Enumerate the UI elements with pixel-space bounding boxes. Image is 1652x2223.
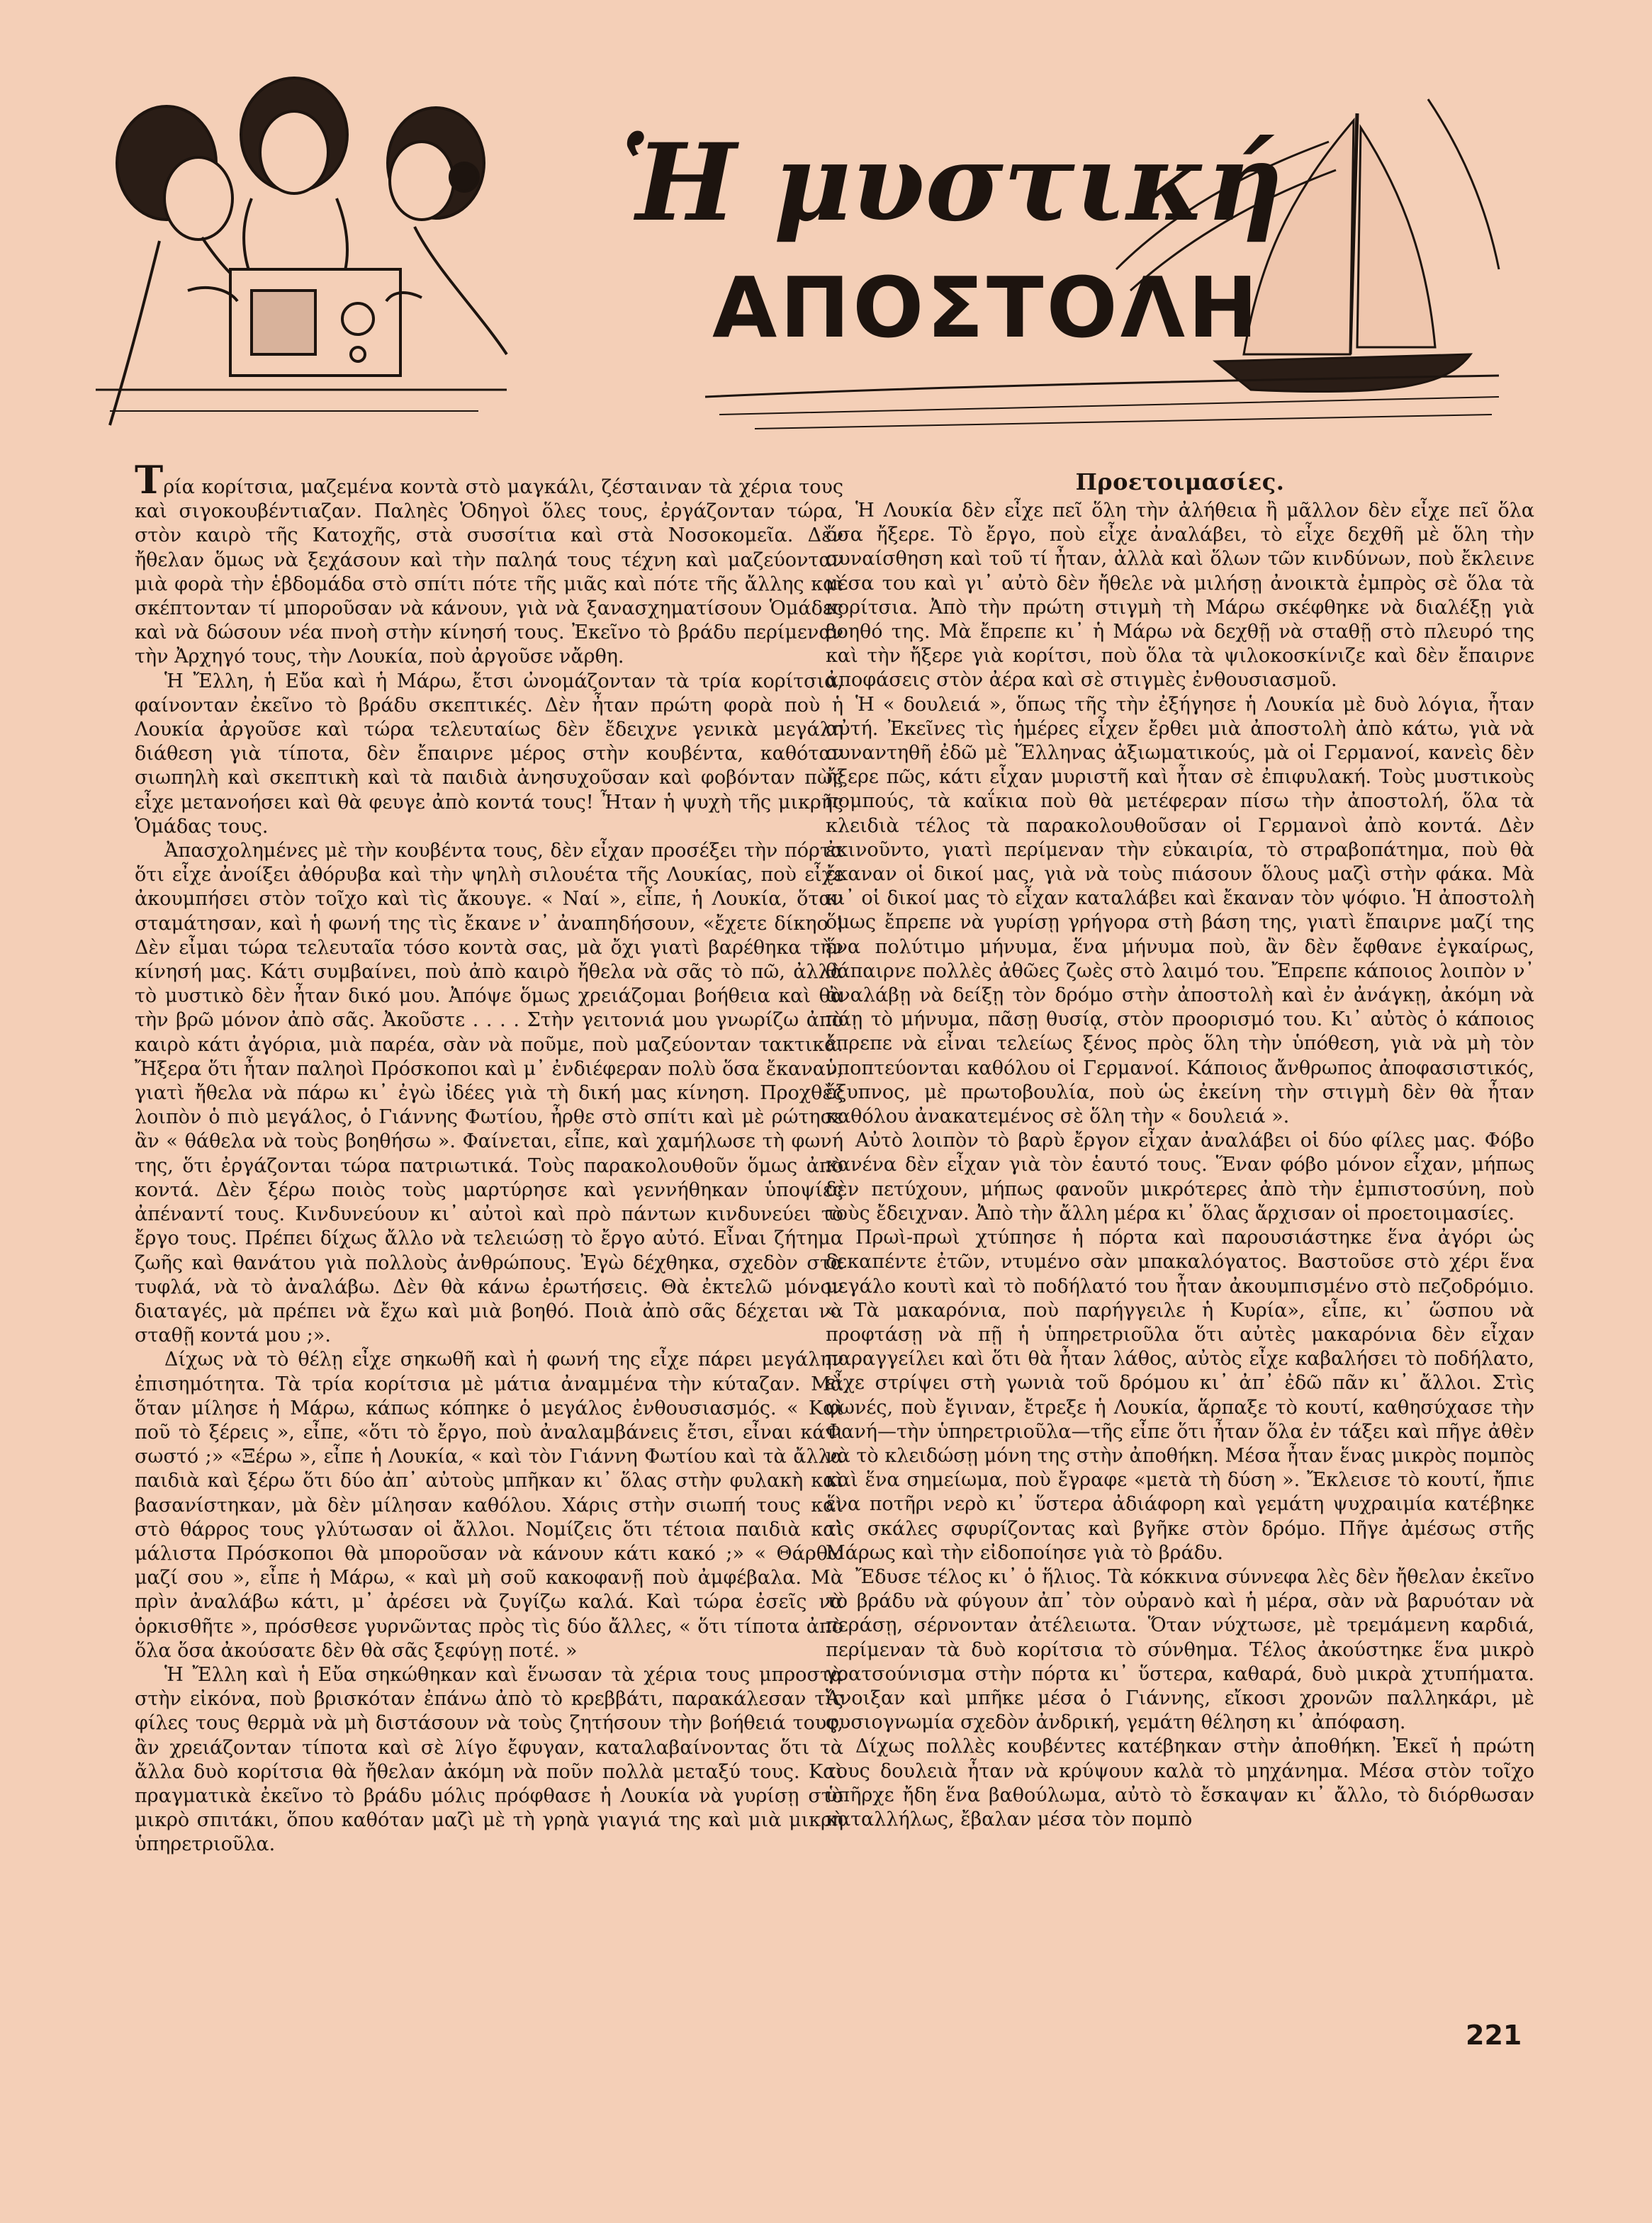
right-column [826, 468, 1534, 1832]
paragraph: Ἡ Ἔλλη καὶ ἡ Εὔα σηκώθηκαν καὶ ἕνωσαν τὰ χέρια τους μπροστὰ στὴν εἰκόνα, ποὺ βρισκόταν ἐπάνω ἀπὸ τὸ κρεββάτι, παρακάλεσαν τὶς φίλες τους θερμὰ νὰ μὴ διστάσουν νὰ τοὺς ζητήσουν τὴν βοήθειά τους, ἂν χρειάζονταν τίποτα καὶ σὲ λίγο ἔφυγαν, καταλαβαίνοντας ὅτι τὰ ἄλλα δυὸ κορίτσια θὰ ἤθελαν ἀκόμη νὰ ποῦν πολλὰ μεταξύ τους. Καὶ πραγματικὰ ἐκεῖνο τὸ βράδυ μόλις πρόφθασε ἡ Λουκία νὰ γυρίσῃ στὸ μικρὸ σπιτάκι, ὅπου καθόταν μαζὶ μὲ τὴ γρηὰ γιαγιά της καὶ μιὰ μικρὴ ὑπηρετριοῦλα. [135, 1663, 843, 1856]
paragraph: Ἔδυσε τέλος κι᾿ ὁ ἥλιος. Τὰ κόκκινα σύννεφα λὲς δὲν ἤθελαν ἐκεῖνο τὸ βράδυ νὰ φύγουν ἀπ᾿ τὸν οὐρανὸ καὶ ἡ μέρα, σὰν νὰ βαρυόταν νὰ περάσῃ, σέρνονταν ἀτέλειωτα. Ὅταν νύχτωσε, μὲ τρεμάμενη καρδιά, περίμεναν τὰ δυὸ κορίτσια τὸ σύνθημα. Τέλος ἀκούστηκε ἕνα μικρὸ γρατσούνισμα στὴν πόρτα κι᾿ ὕστερα, καθαρά, δυὸ μικρὰ χτυπήματα. Ἄνοιξαν καὶ μπῆκε μέσα ὁ Γιάννης, εἴκοσι χρονῶν παλληκάρι, μὲ φυσιογνωμία σχεδὸν ἀνδρική, γεμάτη θέληση κι᾿ ἀπόφαση. [826, 1565, 1534, 1734]
paragraph: Αὐτὸ λοιπὸν τὸ βαρὺ ἔργον εἶχαν ἀναλάβει οἱ δύο φίλες μας. Φόβο κανένα δὲν εἶχαν γιὰ τὸν ἑαυτό τους. Ἕναν φόβο μόνον εἶχαν, μήπως δὲν πετύχουν, μήπως φανοῦν μικρότερες ἀπὸ τὴν ἐμπιστοσύνη, ποὺ τοὺς ἔδειχναν. Ἀπὸ τὴν ἄλλη μέρα κι᾿ ὅλας ἄρχισαν οἱ προετοιμασίες. [826, 1130, 1534, 1225]
header-illustration [82, 57, 1506, 439]
drop-cap: Τ [135, 457, 164, 502]
section-heading: Προετοιμασίες. [1075, 468, 1285, 495]
left-column [135, 457, 843, 1857]
paragraph [135, 457, 843, 670]
title-caps: ΑΠΟΣΤΟΛΗ [712, 259, 1261, 356]
paragraph: Δίχως νὰ τὸ θέλῃ εἶχε σηκωθῆ καὶ ἡ φωνή της εἶχε πάρει μεγάλην ἐπισημότητα. Τὰ τρία κορίτσια μὲ μάτια ἀναμμένα τὴν κύταζαν. Μὰ ὅταν μίλησε ἡ Μάρω, κάπως κόπηκε ὁ μεγάλος ἐνθουσιασμός. « Καὶ ποῦ τὸ ξέρεις », εἶπε, «ὅτι τὸ ἔργο, ποὺ ἀναλαμβάνεις ἔτσι, εἶναι κάτι σωστό ;» «Ξέρω », εἶπε ἡ Λουκία, « καὶ τὸν Γιάννη Φωτίου καὶ τὰ ἄλλα παιδιὰ καὶ ξέρω ὅτι δύο ἀπ᾿ αὐτοὺς μπῆκαν κι᾿ ὅλας στὴν φυλακὴ καὶ βασανίστηκαν, μὰ δὲν μίλησαν καθόλου. Χάρις στὴν σιωπή τους καὶ στὸ θάρρος τους γλύτωσαν οἱ ἄλλοι. Νομίζεις ὅτι τέτοια παιδιὰ καὶ μάλιστα Πρόσκοποι θὰ μποροῦσαν νὰ κάνουν κάτι κακό ;» « Θάρθω μαζί σου », εἶπε ἡ Μάρω, « καὶ μὴ σοῦ κακοφανῇ ποὺ ἀμφέβαλα. Μὰ πρὶν ἀναλάβω κάτι, μ᾿ ἀρέσει νὰ ζυγίζω καλά. Καὶ τώρα ἐσεῖς νὰ ὁρκισθῆτε », πρόσθεσε γυρνῶντας πρὸς τὶς δύο ἄλλες, « ὅτι τίποτα ἀπὸ ὅλα ὅσα ἀκούσατε δὲν θὰ σᾶς ξεφύγῃ ποτέ. » [135, 1349, 843, 1662]
page-number: 221 [1466, 2020, 1522, 2051]
paragraph: Δίχως πολλὲς κουβέντες κατέβηκαν στὴν ἀποθήκη. Ἐκεῖ ἡ πρώτη τους δουλειὰ ἦταν νὰ κρύψουν καλὰ τὸ μηχάνημα. Μέσα στὸν τοῖχο ὑπῆρχε ἤδη ἕνα βαθούλωμα, αὐτὸ τὸ ἔσκαψαν κι᾿ ἄλλο, τὸ διόρθωσαν καταλλήλως, ἔβαλαν μέσα τὸν πομπὸ [826, 1735, 1534, 1830]
paragraph: Ἡ « δουλειά », ὅπως τῆς τὴν ἐξήγησε ἡ Λουκία μὲ δυὸ λόγια, ἦταν αὐτή. Ἐκεῖνες τὶς ἡμέρες εἶχεν ἔρθει μιὰ ἀποστολὴ ἀπὸ κάτω, γιὰ νὰ συναντηθῆ ἐδῶ μὲ Ἕλληνας ἀξιωματικούς, μὰ οἱ Γερμανοί, κανεὶς δὲν ἤξερε πῶς, κάτι εἶχαν μυριστῆ καὶ ἦταν σὲ ἐπιφυλακή. Τοὺς μυστικοὺς πομπούς, τὰ καΐκια ποὺ θὰ μετέφεραν πίσω τὴν ἀποστολή, ὅλα τὰ κλειδιὰ τέλος τὰ παρακολουθοῦσαν οἱ Γερμανοὶ ἀπὸ κοντά. Δὲν ἐκινοῦντο, γιατὶ περίμεναν τὴν εὐκαιρία, τὸ στραβοπάτημα, ποὺ θὰ ἔκαναν οἱ δικοί μας, γιὰ νὰ τοὺς πιάσουν ὅλους μαζὶ στὴν φάκα. Μὰ κι᾿ οἱ δικοί μας τὸ εἶχαν καταλάβει καὶ ἔκαναν τὸν ψόφιο. Ἡ ἀποστολὴ ὅμως ἔπρεπε νὰ γυρίσῃ γρήγορα στὴ βάση της, γιατὶ ἔπαιρνε μαζί της ἕνα πολύτιμο μήνυμα, ἕνα μήνυμα ποὺ, ἂν δὲν ἔφθανε ἐγκαίρως, θάπαιρνε πολλὲς ἀθῶες ζωὲς στὸ λαιμό του. Ἔπρεπε κάποιος λοιπὸν ν᾿ ἀναλάβῃ νὰ δείξῃ τὸν δρόμο στὴν ἀποστολὴ καὶ ἐν ἀνάγκῃ, ἀκόμη νὰ πάῃ τὸ μήνυμα, πᾶσῃ θυσίᾳ, στὸν προορισμό του. Κι᾿ αὐτὸς ὁ κάποιος ἔπρεπε νὰ εἶναι τελείως ξένος πρὸς ὅλη τὴν ὑπόθεση, γιὰ νὰ μὴ τὸν ὑποπτεύονται καθόλου οἱ Γερμανοί. Κάποιος ἄνθρωπος ἀποφασιστικός, ἔξυπνος, μὲ πρωτοβουλία, ποὺ ὡς ἐκείνη τὴν στιγμὴ δὲν θὰ ἦταν καθόλου ἀνακατεμένος σὲ ὅλη τὴν « δουλειά ». [826, 693, 1534, 1128]
title-script: Ἡ μυστική [620, 120, 1283, 245]
paragraph: Ἀπασχολημένες μὲ τὴν κουβέντα τους, δὲν εἶχαν προσέξει τὴν πόρτα ὅτι εἶχε ἀνοίξει ἀθόρυβα καὶ τὴν ψηλὴ σιλουέτα τῆς Λουκίας, ποὺ εἶχε ἀκουμπήσει στὸν τοῖχο καὶ τὶς ἄκουγε. « Ναί », εἶπε, ἡ Λουκία, ὅταν σταμάτησαν, καὶ ἡ φωνή της τὶς ἔκανε ν᾿ ἀναπηδήσουν, «ἔχετε δίκηο ! Δὲν εἶμαι τώρα τελευταῖα τόσο κοντὰ σας, μὰ ὄχι γιατὶ βαρέθηκα τὴν κίνησή μας. Κάτι συμβαίνει, ποὺ ἀπὸ καιρὸ ἤθελα νὰ σᾶς τὸ πῶ, ἀλλὰ τὸ μυστικὸ δὲν ἦταν δικό μου. Ἀπόψε ὅμως χρειάζομαι βοήθεια καὶ θὰ τὴν βρῶ μόνον ἀπὸ σᾶς. Ἀκοῦστε . . . . Στὴν γειτονιά μου γνωρίζω ἀπὸ καιρὸ κάτι ἀγόρια, μιὰ παρέα, σὰν νὰ ποῦμε, ποὺ μαζεύονταν τακτικά. Ἤξερα ὅτι ἦταν παληοὶ Πρόσκοποι καὶ μ᾿ ἐνδιέφεραν πολὺ ὅσα ἔκαναν, γιατὶ ἤθελα νὰ πάρω κι᾿ ἐγὼ ἰδέες γιὰ τὴ δική μας κίνηση. Προχθὲς λοιπὸν ὁ πιὸ μεγάλος, ὁ Γιάννης Φωτίου, ἦρθε στὸ σπίτι καὶ μὲ ρώτησε ἂν « θάθελα νὰ τοὺς βοηθήσω ». Φαίνεται, εἶπε, καὶ χαμήλωσε τὴ φωνή της, ὅτι ἐργάζονται τώρα πατριωτικά. Τοὺς παρακολουθοῦν ὅμως ἀπὸ κοντά. Δὲν ξέρω ποιὸς τοὺς μαρτύρησε καὶ γεννήθηκαν ὑποψίες ἀπέναντί τους. Κινδυνεύουν κι᾿ αὐτοὶ καὶ πρὸ πάντων κινδυνεύει τὸ ἔργο τους. Πρέπει δίχως ἄλλο νὰ τελειώσῃ τὸ ἔργο αὐτό. Εἶναι ζήτημα ζωῆς καὶ θανάτου γιὰ πολλοὺς ἀνθρώπους. Ἐγὼ δέχθηκα, σχεδὸν στὰ τυφλά, νὰ τὸ ἀναλάβω. Δὲν θὰ κάνω ἐρωτήσεις. Θὰ ἐκτελῶ μόνον διαταγές, μὰ πρέπει νὰ ἔχω καὶ μιὰ βοηθό. Ποιὰ ἀπὸ σᾶς δέχεται νὰ σταθῇ κοντά μου ;». [135, 840, 843, 1347]
paragraph: Ἡ Λουκία δὲν εἶχε πεῖ ὅλη τὴν ἀλήθεια ἢ μᾶλλον δὲν εἶχε πεῖ ὅλα ὅσα ἤξερε. Τὸ ἔργο, ποὺ εἶχε ἀναλάβει, τὸ εἶχε δεχθῆ μὲ ὅλη τὴν συναίσθηση καὶ τοῦ τί ἦταν, ἀλλὰ καὶ ὅλων τῶν κινδύνων, ποὺ ἔκλεινε μέσα του καὶ γι᾿ αὐτὸ δὲν ἤθελε νὰ μιλήσῃ ἀνοικτὰ ἐμπρὸς σὲ ὅλα τὰ κορίτσια. Ἀπὸ τὴν πρώτη στιγμὴ τὴ Μάρω σκέφθηκε νὰ διαλέξῃ γιὰ βοηθό της. Μὰ ἔπρεπε κι᾿ ἡ Μάρω νὰ δεχθῇ νὰ σταθῇ στὸ πλευρό της καὶ τὴν ἤξερε γιὰ κορίτσι, ποὺ ὅλα τὰ ψιλοκοσκίνιζε καὶ δὲν ἔπαιρνε ἀποφάσεις στὸν ἀέρα καὶ σὲ στιγμὲς ἐνθουσιασμοῦ. [826, 500, 1534, 692]
girls-with-radio-illustration [96, 78, 507, 425]
paragraph: Πρωὶ-πρωὶ χτύπησε ἡ πόρτα καὶ παρουσιάστηκε ἕνα ἀγόρι ὡς δεκαπέντε ἐτῶν, ντυμένο σὰν μπακαλόγατος. Βαστοῦσε στὸ χέρι ἕνα μεγάλο κουτὶ καὶ τὸ ποδήλατό του ἦταν ἀκουμπισμένο στὸ πεζοδρόμιο. « Τὰ μακαρόνια, ποὺ παρήγγειλε ἡ Κυρία», εἶπε, κι᾿ ὥσπου νὰ προφτάσῃ νὰ πῇ ἡ ὑπηρετριοῦλα ὅτι αὐτὲς μακαρόνια δὲν εἶχαν παραγγείλει καὶ ὅτι θὰ ἦταν λάθος, αὐτὸς εἶχε καβαλήσει τὸ ποδήλατο, εἶχε στρίψει στὴ γωνιὰ τοῦ δρόμου κι᾿ ἀπ᾿ ἐδῶ πᾶν κι᾿ ἄλλοι. Στὶς φωνές, ποὺ ἔγιναν, ἔτρεξε ἡ Λουκία, ἅρπαξε τὸ κουτί, καθησύχασε τὴν Φανή—τὴν ὑπηρετριοῦλα—τῆς εἶπε ὅτι ἦταν ὅλα ἐν τάξει καὶ πῆγε ἀθὲν νὰ τὸ κλειδώσῃ μόνη της στὴν ἀποθήκη. Μέσα ἦταν ἕνας μικρὸς πομπὸς καὶ ἕνα σημείωμα, ποὺ ἔγραφε «μετὰ τὴ δύση ». Ἔκλεισε τὸ κουτί, ἤπιε ἕνα ποτῆρι νερὸ κι᾿ ὕστερα ἀδιάφορη καὶ γεμάτη ψυχραιμία κατέβηκε τὶς σκάλες σφυρίζοντας καὶ βγῆκε στὸν δρόμο. Πῆγε ἀμέσως στῆς Μάρως καὶ τὴν εἰδοποίησε γιὰ τὸ βράδυ. [826, 1227, 1534, 1564]
paragraph: Ἡ Ἔλλη, ἡ Εὔα καὶ ἡ Μάρω, ἔτσι ὠνομάζονταν τὰ τρία κορίτσια, φαίνονταν ἐκεῖνο τὸ βράδυ σκεπτικές. Δὲν ἦταν πρώτη φορὰ ποὺ ἡ Λουκία ἀργοῦσε καὶ τώρα τελευταίως δὲν ἔδειχνε γενικὰ μεγάλη διάθεση γιὰ τίποτα, δὲν ἔπαιρνε μέρος στὴν κουβέντα, καθόταν σιωπηλὴ καὶ σκεπτικὴ καὶ τὰ παιδιὰ ἀνησυχοῦσαν καὶ φοβόνταν πὼς εἶχε μετανοήσει καὶ θὰ φευγε ἀπὸ κοντά τους! Ἦταν ἡ ψυχὴ τῆς μικρῆς Ὁμάδας τους. [135, 670, 843, 838]
paragraph-text: ρία κορίτσια, μαζεμένα κοντὰ στὸ μαγκάλι, ζέσταιναν τὰ χέρια τους καὶ σιγοκουβέντιαζαν. Παληὲς Ὁδηγοὶ ὅλες τους, ἐργάζονταν τώρα, στὸν καιρὸ τῆς Κατοχῆς, στὰ συσσίτια καὶ στὰ Νοσοκομεῖα. Δὲν ἤθελαν ὅμως νὰ ξεχάσουν καὶ τὴν παληά τους τέχνη καὶ μαζεύονταν μιὰ φορὰ τὴν ἑβδομάδα στὸ σπίτι πότε τῆς μιᾶς καὶ πότε τῆς ἄλλης καὶ σκέπτονταν τί μποροῦσαν νὰ κάνουν, γιὰ νὰ ξανασχηματίσουν Ὁμάδες καὶ νὰ δώσουν νέα πνοὴ στὴν κίνησή τους. Ἐκεῖνο τὸ βράδυ περίμεναν τὴν Ἀρχηγό τους, τὴν Λουκία, ποὺ ἀργοῦσε νἄρθη. [135, 476, 843, 668]
